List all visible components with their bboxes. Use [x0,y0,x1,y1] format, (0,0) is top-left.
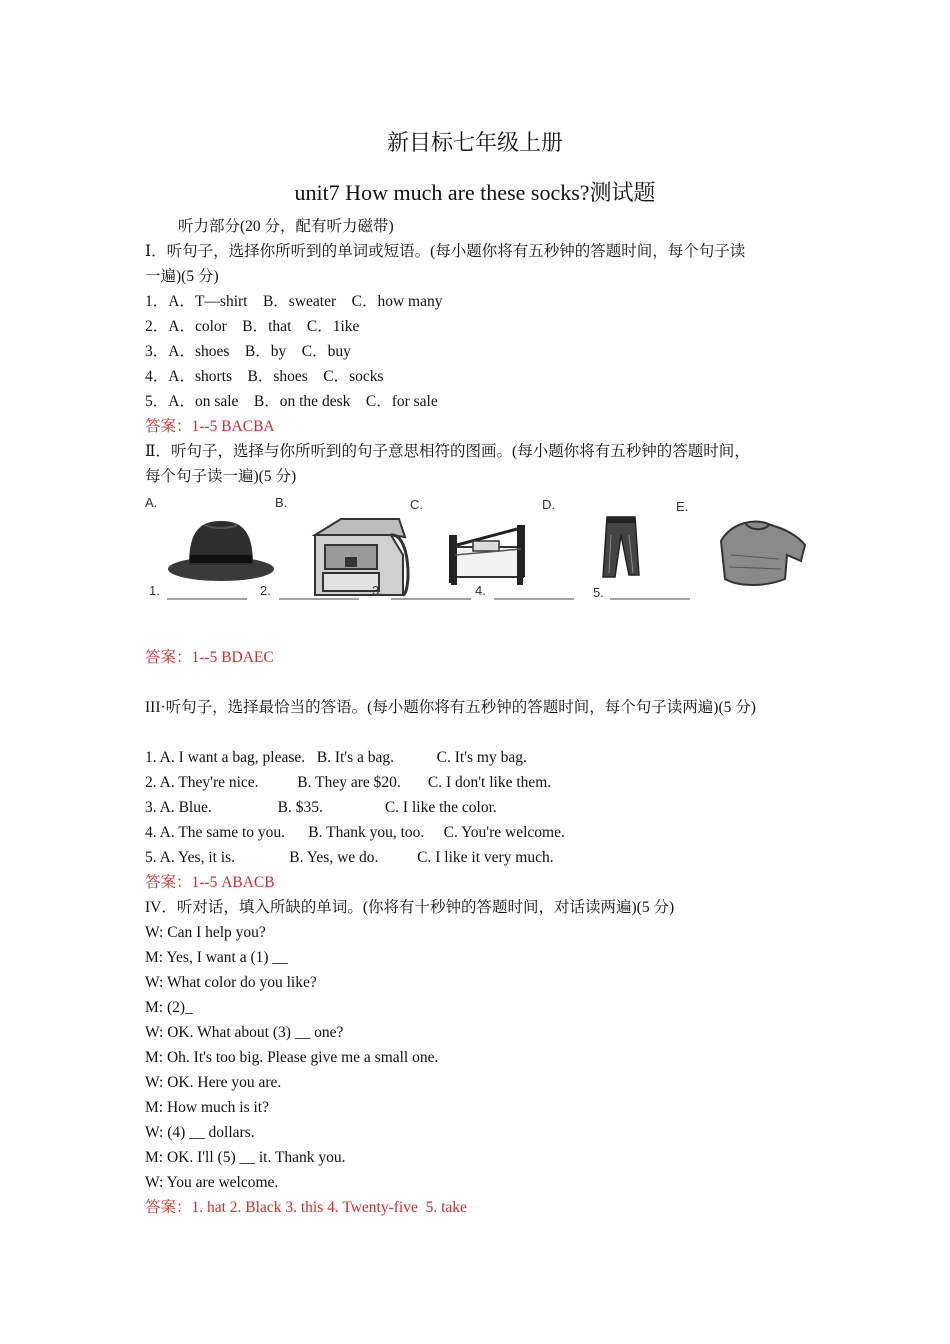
blank-number: 1. [149,583,160,598]
part2-answer: 答案：1--5 BDAEC [145,649,274,666]
part3-question: 5. A. Yes, it is. B. Yes, we do. C. I like it very much. [145,849,554,866]
part3-instruction: III·听句子，选择最恰当的答语。(每小题你将有五秒钟的答题时间，每个句子读两遍)(5 分) [145,699,756,716]
picture-letter: E. [676,499,689,514]
blank-number: 4. [475,583,486,598]
bag-picture [315,519,408,595]
part3-question: 2. A. They're nice. B. They are $20. C. I don't like them. [145,774,552,791]
dialogue-line: W: OK. What about (3) __ one? [145,1024,344,1041]
part1-instruction-line2: 一遍)(5 分) [145,268,219,285]
dialogue-line: W: Can I help you? [145,924,266,941]
picture-letter: B. [275,495,288,510]
blank-number: 2. [260,583,271,598]
blank-number: 3. [372,583,383,598]
dialogue-line: M: (2)_ [145,999,193,1016]
dialogue-line: W: (4) __ dollars. [145,1124,255,1141]
dialogue-line: M: Yes, I want a (1) __ [145,949,288,966]
part3-answer: 答案：1--5 ABACB [145,874,275,891]
part2-instruction-line2: 每个句子读一遍)(5 分) [145,468,297,485]
document-body [145,214,810,1220]
dialogue-line: W: OK. Here you are. [145,1074,282,1091]
part4-answer: 答案：1. hat 2. Black 3. this 4. Twenty-five 5. take [145,1199,467,1216]
part3-question: 3. A. Blue. B. $35. C. I like the color. [145,799,497,816]
part3-question: 4. A. The same to you. B. Thank you, too. C. You're welcome. [145,824,565,841]
dialogue-line: M: How much is it? [145,1099,269,1116]
picture-strip [145,495,810,645]
part4-instruction: IV．听对话，填入所缺的单词。(你将有十秒钟的答题时间，对话读两遍)(5 分) [145,899,675,916]
dialogue-line: W: You are welcome. [145,1174,279,1191]
part1-question: 2．A．color B．that C．1ike [145,318,360,335]
part1-instruction-line1: Ⅰ．听句子，选择你所听到的单词或短语。(每小题你将有五秒钟的答题时间，每个句子读 [145,243,746,260]
part1-question: 3．A．shoes B．by C．buy [145,343,351,360]
hat-picture [168,521,274,581]
dialogue-line: M: OK. I'll (5) __ it. Thank you. [145,1149,346,1166]
part1-question: 4．A．shorts B．shoes C．socks [145,368,384,385]
part3-question: 1. A. I want a bag, please. B. It's a bag. C. It's my bag. [145,749,527,766]
picture-letter: A. [145,495,158,510]
listening-header: 听力部分(20 分，配有听力磁带) [178,218,394,235]
dialogue-line: W: What color do you like? [145,974,317,991]
document-subtitle: unit7 How much are these socks?测试题 [294,180,656,205]
dialogue-line: M: Oh. It's too big. Please give me a small one. [145,1049,439,1066]
picture-letter: D. [542,497,555,512]
bed-picture [449,525,525,585]
picture-strip-drawing [145,495,810,645]
part2-instruction-line1: Ⅱ．听句子，选择与你所听到的句子意思相符的图画。(每小题你将有五秒钟的答题时间， [145,443,750,460]
part1-answer: 答案：1--5 BACBA [145,418,275,435]
picture-letter: C. [410,497,423,512]
part1-question: 1．A．T—shirt B．sweater C．how many [145,293,443,310]
sweater-picture [721,522,805,585]
part1-question: 5．A．on sale B．on the desk C．for sale [145,393,438,410]
trousers-picture [603,517,639,577]
blank-number: 5. [593,585,604,600]
document-title: 新目标七年级上册 [386,130,563,155]
